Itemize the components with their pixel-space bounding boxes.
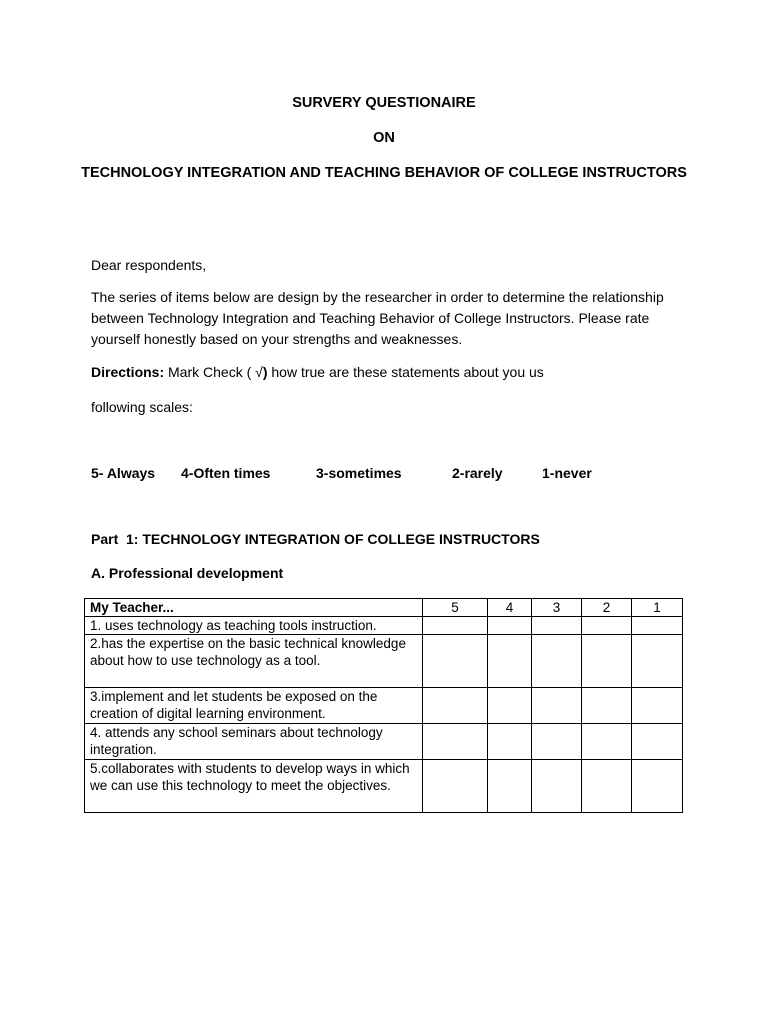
- statement-cell: 5.collaborates with students to develop ways in which we can use this technology to meet the objectives.: [85, 760, 423, 813]
- rating-cell[interactable]: [582, 617, 632, 635]
- directions-label: Directions:: [91, 364, 165, 380]
- scale-item-always: 5- Always: [91, 465, 156, 481]
- rating-cell[interactable]: [488, 724, 532, 760]
- intro-paragraph: The series of items below are design by the researcher in order to determine the relationship between Technology Integration and Teaching Behavior of College Instructors. Please rate yourself honestly based on your strengths and weaknesses.: [91, 289, 664, 347]
- rating-cell[interactable]: [532, 635, 582, 688]
- directions-text-a: Mark Check (: [164, 364, 256, 380]
- column-header-rating: 3: [532, 599, 582, 617]
- rating-cell[interactable]: [582, 635, 632, 688]
- rating-cell[interactable]: [488, 617, 532, 635]
- rating-cell[interactable]: [532, 617, 582, 635]
- column-header-rating: 1: [632, 599, 683, 617]
- scale-item-never: 1-never: [542, 465, 592, 481]
- directions: [91, 362, 691, 383]
- statement-cell: 2.has the expertise on the basic technical knowledge about how to use technology as a tool.: [85, 635, 423, 688]
- rating-cell[interactable]: [532, 724, 582, 760]
- table-header-row: [85, 599, 683, 617]
- rating-cell[interactable]: [423, 635, 488, 688]
- rating-cell[interactable]: [488, 635, 532, 688]
- rating-cell[interactable]: [632, 724, 683, 760]
- statement-cell: 4. attends any school seminars about technology integration.: [85, 724, 423, 760]
- section-heading: A. Professional development: [91, 565, 284, 581]
- rating-cell[interactable]: [582, 724, 632, 760]
- statement-cell: 3.implement and let students be exposed on the creation of digital learning environment.: [85, 688, 423, 724]
- rating-cell[interactable]: [632, 617, 683, 635]
- rating-cell[interactable]: [632, 688, 683, 724]
- rating-cell[interactable]: [423, 688, 488, 724]
- rating-cell[interactable]: [632, 635, 683, 688]
- rating-cell[interactable]: [532, 688, 582, 724]
- document-title: SURVERY QUESTIONAIRE: [292, 95, 476, 111]
- rating-cell[interactable]: [532, 760, 582, 813]
- rating-cell[interactable]: [423, 617, 488, 635]
- scale-item-sometimes: 3-sometimes: [316, 465, 402, 481]
- rating-cell[interactable]: [582, 688, 632, 724]
- table-row: [85, 688, 683, 724]
- directions-paren-close: ): [262, 364, 268, 380]
- statement-cell: 1. uses technology as teaching tools instruction.: [85, 617, 423, 635]
- document-subject-title: TECHNOLOGY INTEGRATION AND TEACHING BEHAVIOR OF COLLEGE INSTRUCTORS: [81, 165, 687, 181]
- document-title-connector: ON: [373, 130, 395, 146]
- check-symbol: √: [255, 364, 263, 380]
- column-header-rating: 4: [488, 599, 532, 617]
- column-header-rating: 2: [582, 599, 632, 617]
- directions-text-b: how true are these statements about you us: [267, 364, 544, 380]
- scale-item-rarely: 2-rarely: [452, 465, 503, 481]
- column-header-statement: My Teacher...: [85, 599, 423, 617]
- rating-cell[interactable]: [582, 760, 632, 813]
- rating-cell[interactable]: [488, 688, 532, 724]
- greeting: Dear respondents,: [91, 257, 207, 273]
- scales-intro: following scales:: [91, 399, 193, 415]
- rating-cell[interactable]: [423, 760, 488, 813]
- column-header-rating: 5: [423, 599, 488, 617]
- rating-cell[interactable]: [632, 760, 683, 813]
- table-row: [85, 724, 683, 760]
- scale-item-often: 4-Often times: [181, 465, 271, 481]
- part-heading: Part 1: TECHNOLOGY INTEGRATION OF COLLEGE INSTRUCTORS: [91, 531, 540, 547]
- rating-cell[interactable]: [423, 724, 488, 760]
- table-row: [85, 635, 683, 688]
- table-row: [85, 760, 683, 813]
- table-row: [85, 617, 683, 635]
- rating-cell[interactable]: [488, 760, 532, 813]
- rating-table: [84, 598, 683, 813]
